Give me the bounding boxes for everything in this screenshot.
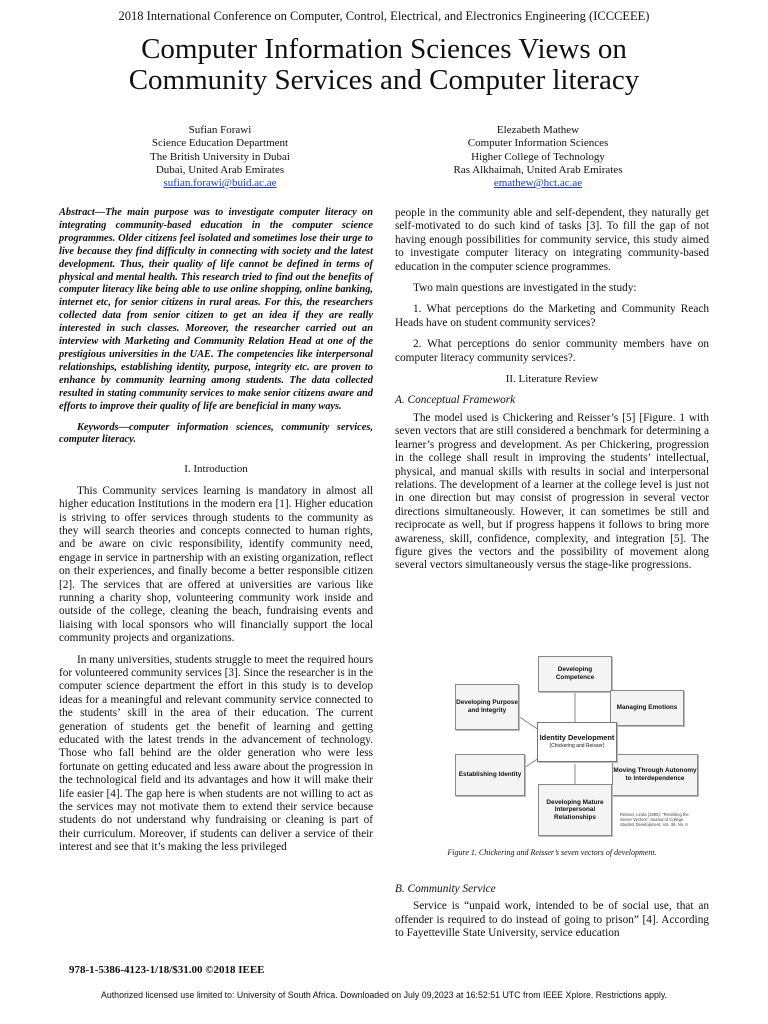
conceptual-framework-paragraph: The model used is Chickering and Reisser’s [5] [Figure. 1 with seven vectors that are still considered a benchmark for determining a learner’s progress and development. As per Chickering, progression in the college shall result in improving the students’ intellectual, physical, and manual skills with results in social and interpersonal relations. The development of a learner at the college level is just not in one direction but may consist of progression in several vector directions simultaneously. However, it can sometimes be still and reciprocate as well, but if progress happens it follows to bring more awareness, skill, confidence, complexity, and integration [5]. The figure gives the vectors and the possibility of movement along several vectors simultaneously versus the stage-like progressions. [395,411,709,572]
question-2: 2. What perceptions do senior community members have on computer literacy community services?. [395,338,709,364]
intro-paragraph-1: This Community services learning is mandatory in almost all higher education Institutions in the modern era [1]. Higher education is striving to offer services through students to the community as they will search theories and concepts connected to human rights, and be aware on civic responsibility, identify community need, engage in service in partnership with an existing organization, reflect on their experiences, and finally become a better responsible citizen [2]. The services that are offered at universities are various like running a charity shop, volunteering community work inside and outside of the college, cleaning the beach, fundraising events and liaising with local sponsors who will financially support the local community projects and organizations. [59,484,373,645]
right-column-lower [395,877,709,949]
right-paragraph-1: people in the community able and self-dependent, they naturally get self-motivated to do such kind of tasks [3]. To fill the gap of not having enough possibilities for community service, this study aimed to investigate computer literacy on integrating community-based education in the computer science programmes. [395,207,709,273]
figure-node-developing-competence: Developing Competence [538,656,612,692]
community-service-paragraph: Service is “unpaid work, intended to be of social use, that an offender is required to do instead of going to prison” [4]. According to Fayetteville State University, service education [395,900,709,940]
author-email-link[interactable]: emathew@hct.ac.ae [493,177,583,190]
figure-seven-vectors [455,634,695,862]
section-heading-literature-review: II. Literature Review [505,373,599,386]
isbn-copyright: 978-1-5386-4123-1/18/$31.00 ©2018 IEEE [69,964,265,976]
figure-node-establishing-identity: Establishing Identity [455,754,525,796]
figure-node-managing-emotions: Managing Emotions [610,690,684,726]
author-location: Dubai, United Arab Emirates [155,163,285,176]
subsection-heading-community-service: B. Community Service [395,883,496,895]
author-email-link[interactable]: sufian.forawi@buid.ac.ae [163,177,277,190]
question-1: 1. What perceptions do the Marketing and Community Reach Heads have on student community services? [395,303,709,329]
author-org: Higher College of Technology [471,150,605,163]
right-column [395,207,709,581]
figure-source-note: Reisser, Linda (1995). "Revisiting the Seven Vectors" Journal of College Student Development, Vol. 36, No. 6 [620,812,689,827]
authorized-use-notice: Authorized licensed use limited to: University of South Africa. Downloaded on July 09,2023 at 16:52:51 UTC from IEEE Xplore. Restrictions apply. [100,990,668,1000]
subsection-heading-conceptual-framework: A. Conceptual Framework [395,394,516,407]
author-name: Sufian Forawi [188,124,252,136]
conference-header: 2018 International Conference on Computer, Control, Electrical, and Electronics Engineering (ICCCEEE) [118,9,650,23]
right-paragraph-2: Two main questions are investigated in the study: [413,282,637,295]
author-name: Elezabeth Mathew [496,124,580,136]
figure-center-label: Identity Development [539,733,615,742]
author-org: The British University in Dubai [150,150,290,163]
figure-node-autonomy: Moving Through Autonomy to Interdependence [612,754,698,796]
keywords: Keywords—computer information sciences, community services, computer literacy. [59,421,373,446]
figure-center-sublabel: (Chickering and Reisser) [549,743,605,749]
section-heading-introduction: I. Introduction [184,463,248,476]
title-line-1: Computer Information Sciences Views on [141,33,627,65]
title-line-2: Community Services and Computer literacy [128,64,640,96]
paper-title [0,34,768,96]
figure-node-purpose-integrity: Developing Purpose and Integrity [455,684,519,730]
figure-caption: Figure 1. Chickering and Reisser’s seven vectors of development. [447,848,657,857]
author-location: Ras Alkhaimah, United Arab Emirates [453,163,623,176]
figure-node-interpersonal-relationships: Developing Mature Interpersonal Relationships [538,784,612,836]
figure-node-identity-development [537,722,617,762]
author-dept: Computer Information Sciences [467,137,609,150]
author-block-1 [130,124,310,190]
abstract: Abstract—The main purpose was to investigate computer literacy on integrating community-based education in the computer science programmes. Older citizens feel isolated and sometimes lose their urge to live because they find difficulty in connecting with society and the latest development. Thus, their quality of life cannot be defined in terms of physical and mental health. This research tried to find out the benefits of computer literacy like being able to use online shopping, online banking, internet etc, for senior citizens in rural areas. For this, the researchers collected data from senior citizen to get an idea if they are really interested in such classes. Moreover, the researcher carried out an interview with Marketing and Community Relation Head at one of the prestigious universities in the UAE. The competencies like interpersonal relationships, establishing identity, purpose, integrity etc. are proven to enhance by community learning among students. The data collected resulted in stating community services to make senior citizens aware and efforts to improve their quality of life are beneficial in many ways. [59,207,373,412]
author-block-2 [438,124,638,190]
author-dept: Science Education Department [151,137,289,150]
intro-paragraph-2: In many universities, students struggle to meet the required hours for volunteered community services [3]. Since the researcher is in the computer science department the effort in this study is to develop ideas for a meaningful and relevant community service connected to the students’ skill in the area of their education. The current generation of students get the benefit of learning and getting educated with the latest trends in the advancement of technology. Those who fall behind are the older generation who were less fortunate on getting educated and less aware about the progression in the technological field and its advantages and how it will make their life easier [4]. The gap here is when students are not willing to act as the services may not motivate them to extend their service because students do not understand why fundraising or cleaning is part of their curriculum. Moreover, if students can deliver a service of their interest and see that it’s making the less privileged [59,653,374,854]
left-column [59,207,373,863]
